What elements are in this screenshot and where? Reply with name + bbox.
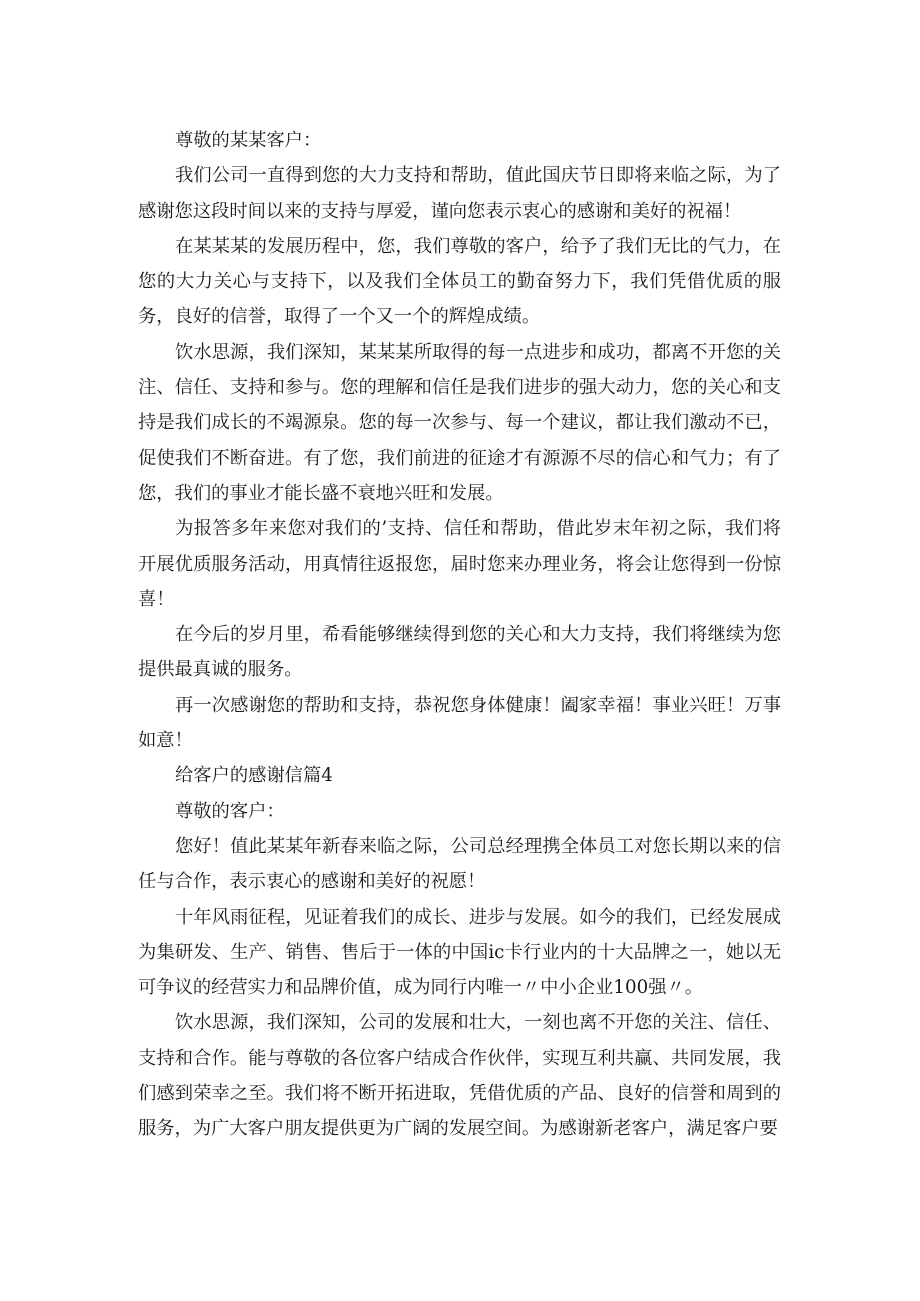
paragraph: 您好！值此某某年新春来临之际，公司总经理携全体员工对您长期以来的信任与合作，表示衷心的感谢和美好的祝愿！ bbox=[138, 835, 781, 893]
letter-body bbox=[138, 123, 781, 1147]
salutation: 尊敬的客户： bbox=[175, 800, 285, 822]
paragraph: 在今后的岁月里，希看能够继续得到您的关心和大力支持，我们将继续为您提供最真诚的服务。 bbox=[138, 624, 781, 681]
paragraph: 饮水思源，我们深知，公司的发展和壮大，一刻也离不开您的关注、信任、支持和合作。能与尊敬的各位客户结成合作伙伴，实现互利共赢、共同发展，我们感到荣幸之至。我们将不断开拓进取，凭借优质的产品、良好的信誉和周到的服务，为广大客户朋友提供更为广阔的发展空间。为感谢新老客户，满足客户要 bbox=[138, 1012, 781, 1140]
salutation: 尊敬的某某客户： bbox=[175, 130, 322, 151]
paragraph: 在某某某的发展历程中，您，我们尊敬的客户，给予了我们无比的气力，在您的大力关心与支持下，以及我们全体员工的勤奋努力下，我们凭借优质的服务，良好的信誉，取得了一个又一个的辉煌成绩。 bbox=[138, 235, 781, 328]
paragraph: 十年风雨征程，见证着我们的成长、进步与发展。如今的我们，已经发展成为集研发、生产、销售、售后于一体的中国ic卡行业内的十大品牌之一，她以无可争议的经营实力和品牌价值，成为同行内唯一〃中小企业100强〃。 bbox=[138, 906, 781, 999]
section-heading: 给客户的感谢信篇4 bbox=[175, 765, 333, 787]
paragraph: 饮水思源，我们深知，某某某所取得的每一点进步和成功，都离不开您的关注、信任、支持和参与。您的理解和信任是我们进步的强大动力，您的关心和支持是我们成长的不竭源泉。您的每一次参与、每一个建议，都让我们激动不已，促使我们不断奋进。有了您，我们前进的征途才有源源不尽的信心和气力；有了您，我们的事业才能长盛不衰地兴旺和发展。 bbox=[138, 341, 781, 504]
paragraph: 为报答多年来您对我们的’支持、信任和帮助，借此岁末年初之际，我们将开展优质服务活动，用真情往返报您，届时您来办理业务，将会让您得到一份惊喜！ bbox=[138, 518, 781, 610]
paragraph: 再一次感谢您的帮助和支持，恭祝您身体健康！阖家幸福！事业兴旺！万事如意！ bbox=[138, 694, 781, 752]
paragraph: 我们公司一直得到您的大力支持和帮助，值此国庆节日即将来临之际，为了感谢您这段时间以来的支持与厚爱，谨向您表示衷心的感谢和美好的祝福！ bbox=[138, 165, 781, 222]
